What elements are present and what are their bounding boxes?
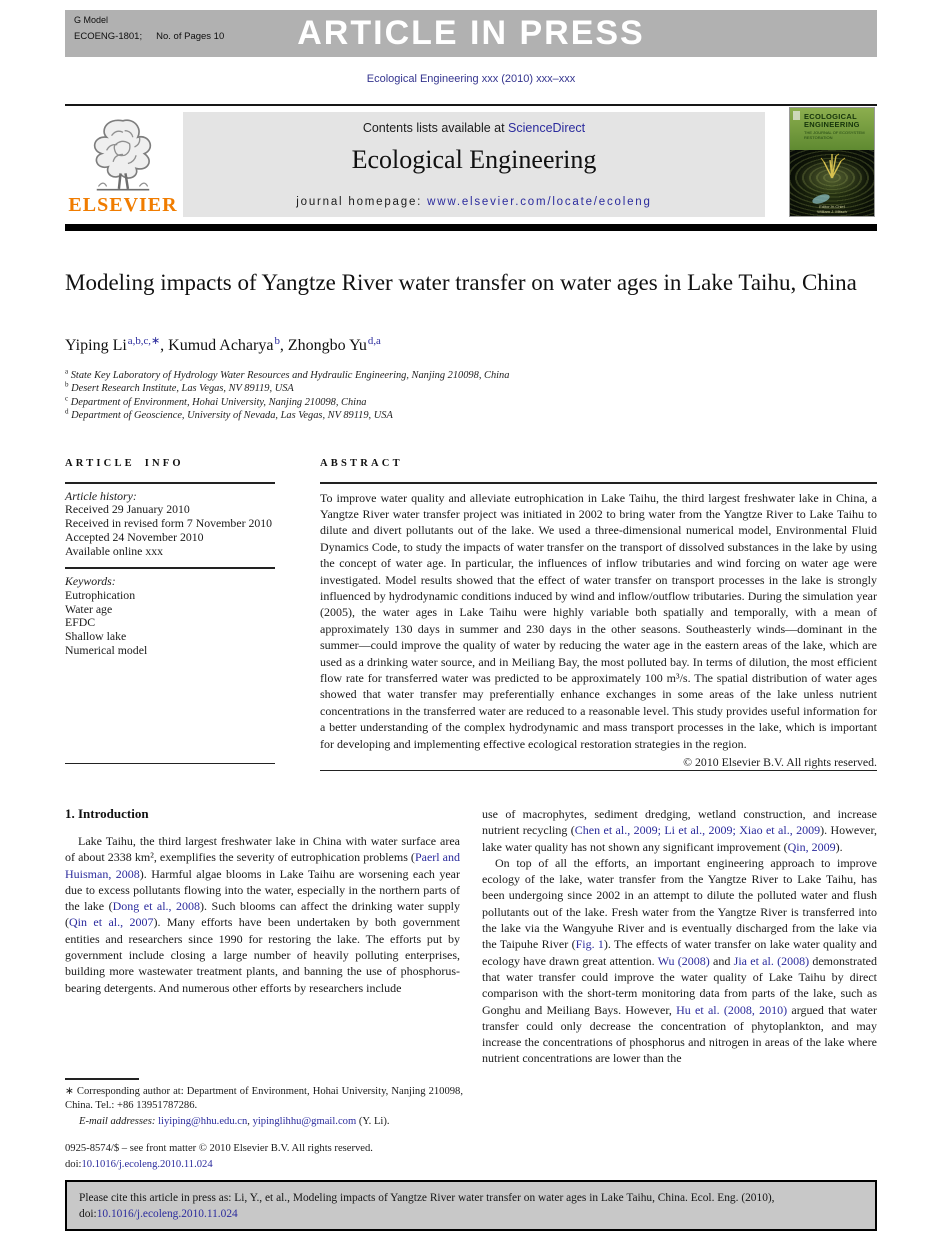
inline-link[interactable]: Paerl and Huisman, 2008 (65, 850, 460, 881)
sciencedirect-link[interactable]: ScienceDirect (508, 121, 586, 135)
inline-link[interactable]: Dong et al., 2008 (112, 899, 201, 914)
keyword-item: EFDC (65, 615, 96, 630)
body-paragraph-right-2 (482, 855, 877, 1067)
text-segment: E-mail addresses: (79, 1115, 159, 1127)
affiliation-line (65, 396, 877, 409)
elsevier-wordmark: ELSEVIER (68, 194, 178, 216)
journal-cover-image (789, 107, 875, 217)
journal-info-box (183, 112, 765, 217)
text-segment: ). The effects of water transfer on lake water quality and ecology have drawn great attention. (482, 937, 877, 968)
manuscript-id: ECOENG-1801; (74, 31, 143, 42)
cover-editor-label: Editor-in-Chief (819, 204, 845, 209)
inline-link[interactable]: liyiping@hhu.edu.cn (158, 1115, 248, 1127)
text-segment: , Zhongbo Yu (279, 337, 367, 354)
inline-link[interactable]: Qin, 2009 (787, 839, 836, 854)
affiliation-text: State Key Laboratory of Hydrology Water Resources and Hydraulic Engineering, Nanjing 210098, China (68, 370, 510, 381)
article-info-panel (65, 455, 275, 764)
pages-note: No. of Pages 10 (156, 31, 225, 42)
affiliation-sup: a (65, 367, 69, 376)
text-segment: ). Harmful algae blooms in Lake Taihu are worsening each year due to excess pollutants flowing into the water, especially in the northern parts of the lake ( (65, 866, 460, 914)
g-model-label: G Model (74, 15, 109, 25)
text-segment: , (247, 1115, 253, 1127)
intro-heading: 1. Introduction (65, 806, 149, 821)
issn-line: 0925-8574/$ – see front matter © 2010 Elsevier B.V. All rights reserved. (65, 1143, 373, 1155)
keyword-item: Water age (65, 601, 113, 616)
homepage-url-link[interactable]: www.elsevier.com/locate/ecoleng (427, 196, 652, 208)
abstract-panel (320, 455, 877, 771)
abstract-copyright: © 2010 Elsevier B.V. All rights reserved. (683, 755, 877, 769)
journal-citation-line: Ecological Engineering xxx (2010) xxx–xxx (366, 73, 576, 85)
article-info-heading: ARTICLE INFO (65, 458, 184, 469)
cover-editor-line (790, 204, 874, 214)
inline-link[interactable]: a,b,c,∗ (127, 334, 161, 347)
affiliation-sup: c (65, 394, 69, 403)
body-paragraph-right-1 (482, 806, 877, 855)
text-segment: and (709, 953, 734, 968)
history-item: Available online xxx (65, 543, 164, 558)
elsevier-logo (65, 111, 181, 218)
footnote-divider (65, 1078, 139, 1080)
inline-link[interactable]: d,a (367, 334, 381, 347)
cover-subtitle: THE JOURNAL OF ECOSYSTEM RESTORATION (804, 130, 865, 140)
cover-header (790, 108, 874, 150)
inline-link[interactable]: Jia et al. (2008) (733, 953, 810, 968)
affiliation-sup: b (65, 380, 69, 389)
divider (65, 104, 877, 106)
text-segment: On top of all the efforts, an important engineering approach to improve ecology of the lake, water transfer from the Yangtze River to Lake Taihu, has been undergoing since 2002 in an attempt to dilute the polluted water and flush pollutants out of the lake. Fresh water from the Yangtze River is transferred into the lake via the Wangyuhe River and is eventually discharged from the lake via the Taipuhe River ( (482, 855, 877, 952)
elsevier-tree-icon (65, 111, 181, 193)
inline-link[interactable]: b (274, 334, 280, 347)
inline-link[interactable]: Qin et al., 2007 (69, 915, 154, 930)
doi-line (65, 1158, 463, 1173)
text-segment: ). However, lake water quality has not shown any significant improvement ( (482, 823, 878, 854)
keywords-block (65, 575, 275, 658)
inline-link[interactable]: Wu (2008) (657, 953, 710, 968)
text-segment: ). Many efforts have been undertaken by both government entities and researchers since 1990 for restoring the lake. The efforts put by government include closing a large number of heavily polluting enterprises, building more wastewater treatment plants, and banning the use of phosphorus-bearing detergents. And numerous other efforts by researchers include (65, 915, 460, 995)
homepage-line (183, 196, 765, 208)
masthead-banner (65, 10, 877, 57)
history-item: Received 29 January 2010 (65, 502, 190, 517)
keyword-item: Numerical model (65, 642, 148, 657)
text-segment: Yiping Li (65, 337, 127, 354)
article-history-label: Article history: (65, 488, 137, 503)
cite-notice-text (79, 1190, 863, 1222)
text-segment: ). (835, 839, 843, 854)
affiliation-line (65, 369, 877, 382)
article-history-block (65, 490, 275, 559)
history-item: Accepted 24 November 2010 (65, 529, 204, 544)
affiliation-sup: d (65, 407, 69, 416)
text-segment: , Kumud Acharya (160, 337, 274, 354)
text-segment: (Y. Li). (356, 1115, 390, 1127)
keywords-label: Keywords: (65, 573, 116, 588)
corresponding-author-note: ∗ Corresponding author at: Department of Environment, Hohai University, Nanjing 210098, China. Tel.: +86 13951787286. (65, 1085, 463, 1112)
inline-link[interactable]: 10.1016/j.ecoleng.2010.11.024 (96, 1208, 238, 1220)
inline-link[interactable]: yipinglihhu@gmail.com (252, 1115, 357, 1127)
text-segment: ). Such blooms can affect the drinking water supply ( (65, 899, 460, 930)
spacer (65, 558, 275, 567)
text-segment: Lake Taihu, the third largest freshwater lake in China with water surface area of about 2338 km², exemplifies the severity of eutrophication problems ( (65, 834, 460, 865)
cover-photo (790, 150, 874, 216)
affiliation-text: Department of Geoscience, University of Nevada, Las Vegas, NV 89119, USA (68, 410, 393, 422)
text-segment: use of macrophytes, sediment dredging, wetland construction, and increase nutrient recycling ( (482, 807, 877, 838)
cover-publisher-mark-icon (793, 111, 800, 120)
cover-title (804, 113, 860, 129)
keyword-item: Shallow lake (65, 629, 127, 644)
email-note (65, 1115, 463, 1130)
article-in-press-banner: ARTICLE IN PRESS (297, 14, 645, 52)
history-item: Received in revised form 7 November 2010 (65, 516, 273, 531)
article-title: Modeling impacts of Yangtze River water transfer on water ages in Lake Taihu, China (65, 270, 857, 295)
text-segment: doi: (65, 1158, 82, 1170)
cite-notice-box (65, 1180, 877, 1231)
inline-link[interactable]: Hu et al. (2008, 2010) (676, 1002, 788, 1017)
cover-editor-name: William J. Mitsch (817, 209, 847, 214)
affiliation-line (65, 382, 877, 395)
abstract-text: To improve water quality and alleviate eutrophication in Lake Taihu, the third largest freshwater lake in China, a Yangtze River water transfer project was initiated in 2002 to bring water from the Yangtze River to Lake Taihu to dilute and divert pollutants out of the lake. We used a three-dimensional numerical model, Environmental Fluid Dynamics Code, to study the impacts of water transfer on the transport of dissolved substances in the lake by using the concept of water age. In particular, the influences of inflow tributaries and wind forcing on water age were investigated. Model results showed that the effect of water transfer on transport processes in the lake is strongly influenced by hydrodynamic conditions induced by wind and inflow/outflow tributaries. During the simulation year (2005), the water ages in Lake Taihu were highly variable both spatially and temporally, with a mean of approximately 130 days in summer and 230 days in the other seasons. Southeasterly winds—dominant in the summer—could improve the quality of water by reducing the water age in the eastern areas of the lake, which are used as a drinking water source, and in Meiliang Bay, the most polluted bay. In terms of dilution, the most efficient flow rate for transferred water was predicted to be approximately 100 m³/s. The spatial distribution of water ages showed that water transfer may preferentially enhance exchanges in some areas of the lake unless nutrient concentrations in the transferred water are reduced to a reasonable level. This study provides useful information for a better understanding of the complex hydrodynamic and mass transport processes in the lake, which is important for developing and implementing effective ecological restoration strategies in the region. (320, 490, 877, 751)
inline-link[interactable]: 10.1016/j.ecoleng.2010.11.024 (81, 1158, 213, 1170)
divider (65, 482, 275, 484)
text-segment: Please cite this article in press as: Li, Y., et al., Modeling impacts of Yangtze River water transfer on water ages in Lake Taihu, China. Ecol. Eng. (2010), doi: (79, 1192, 775, 1220)
body-column-left (65, 833, 460, 996)
divider (65, 567, 275, 569)
intro-paragraph-left (65, 833, 460, 996)
homepage-prefix: journal homepage: (296, 196, 428, 208)
affiliation-text: Department of Environment, Hohai University, Nanjing 210098, China (68, 396, 367, 408)
affiliation-line (65, 409, 877, 422)
author-line (65, 334, 877, 355)
cover-title-line2: ENGINEERING (804, 120, 860, 129)
divider (320, 482, 877, 484)
journal-title: Ecological Engineering (351, 145, 597, 174)
header-bottom-bar (65, 224, 877, 231)
footnote-block (65, 1078, 463, 1172)
body-column-right (482, 806, 877, 1067)
contents-prefix: Contents lists available at (362, 121, 509, 135)
inline-link[interactable]: Chen et al., 2009; Li et al., 2009; Xiao et al., 2009 (574, 823, 821, 838)
affiliation-text: Desert Research Institute, Las Vegas, NV 89119, USA (68, 383, 294, 395)
affiliations-block (65, 369, 877, 423)
text-segment: argued that water transfer could only decrease the concentration of phytoplankton, and may increase the concentrations of phosphorus and nitrogen in areas of the lake where nutrient concentrations are lower than the (482, 1002, 877, 1066)
text-segment: demonstrated that water transfer could improve the water quality of Lake Taihu by direct comparison with the short-term monitoring data from parts of the lake, such as Gonghu and Meiliang Bays. However, (482, 953, 878, 1017)
abstract-heading: ABSTRACT (320, 458, 403, 469)
contents-line (183, 121, 765, 135)
inline-link[interactable]: Fig. 1 (575, 937, 604, 952)
cover-title-line1: ECOLOGICAL (804, 112, 857, 121)
keyword-item: Eutrophication (65, 587, 136, 602)
